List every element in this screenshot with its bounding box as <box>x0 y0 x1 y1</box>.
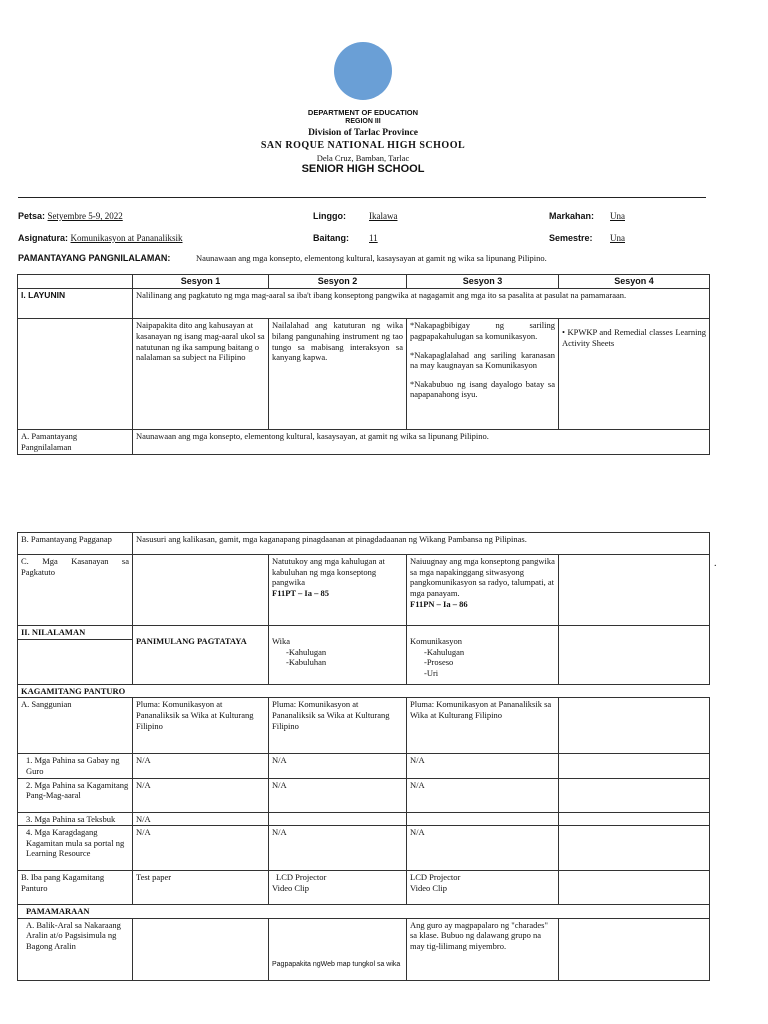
markahan-value <box>610 211 625 221</box>
kagamitang-mag-aaral-s2: N/A <box>269 778 407 812</box>
kagamitang-mag-aaral-s3: N/A <box>407 778 559 812</box>
gabay-guro-label: 1. Mga Pahina sa Gabay ng Guro <box>18 754 133 778</box>
teksbuk-row <box>18 812 710 826</box>
iba-pang-kagamitan-label: B. Iba pang Kagamitang Panturo <box>18 871 133 905</box>
semestre-value-text: Una <box>610 233 625 243</box>
stray-dot: . <box>714 558 717 569</box>
karagdagang-kagamitan-s2: N/A <box>269 826 407 871</box>
teksbuk-s4 <box>559 812 710 826</box>
petsa-field <box>18 211 123 221</box>
gabay-guro-s2: N/A <box>269 754 407 778</box>
level-title: SENIOR HIGH SCHOOL <box>301 163 425 175</box>
nilalaman-2-item: -Kabuluhan <box>286 657 327 668</box>
nilalaman-blank <box>18 639 133 684</box>
teksbuk-s1: N/A <box>133 812 269 826</box>
nilalaman-3-item: -Proseso <box>424 657 454 668</box>
linggo-value <box>369 211 397 221</box>
kasanayan-3-text: Naiuugnay ang mga konseptong pangwika sa mga napakinggang sitwasyong pangkomunikasyon sa radyo, talumpati, at mga panayam. <box>410 556 555 598</box>
gabay-guro-s1: N/A <box>133 754 269 778</box>
kagamitan-label: KAGAMITANG PANTURO <box>18 684 710 698</box>
objectives-blank <box>18 319 133 430</box>
markahan-value-text: Una <box>610 211 625 221</box>
kasanayan-sesyon-1 <box>133 555 269 626</box>
kasanayan-label: C. Mga Kasanayan sa Pagkatuto <box>18 555 133 626</box>
objective-sesyon-4: • KPWKP and Remedial classes Learning Activity Sheets <box>559 319 710 430</box>
kasanayan-sesyon-3 <box>407 555 559 626</box>
kagamitan-row <box>18 684 710 698</box>
sanggunian-sesyon-3: Pluma: Komunikasyon at Pananaliksik sa Wika at Kulturang Filipino <box>407 698 559 754</box>
asignatura-label: Asignatura: <box>18 233 69 243</box>
dept-name: DEPARTMENT OF EDUCATION <box>307 108 419 117</box>
layunin-text: Nalilinang ang pagkatuto ng mga mag-aaral sa iba't ibang konseptong pangwika at nagagamit ang mga ito sa pasalita at pasulat na pamamaraan. <box>133 289 710 319</box>
pamantayang-pangnilalaman-text: Naunawaan ang mga konsepto, elementong kultural, kasaysayan, at gamit ng wika sa lipunang Pilipino. <box>133 430 710 454</box>
pamamaraan-label: PAMAMARAAN <box>18 905 710 919</box>
asignatura-field <box>18 233 183 243</box>
nilalaman-3-item: -Uri <box>424 667 439 678</box>
kagamitang-mag-aaral-s1: N/A <box>133 778 269 812</box>
semestre-label: Semestre: <box>549 233 593 243</box>
linggo-label: Linggo: <box>313 211 346 221</box>
kagamitang-mag-aaral-s4 <box>559 778 710 812</box>
nilalaman-3-title: Komunikasyon <box>410 636 462 646</box>
karagdagang-kagamitan-s1: N/A <box>133 826 269 871</box>
baitang-label: Baitang: <box>313 233 349 243</box>
objective-sesyon-1: Naipapakita dito ang kahusayan at kasanayan ng isang mag-aaral ukol sa natutunan ng ika sampung baitang o nalalaman sa subject na Filipino <box>133 319 269 430</box>
semestre-value <box>610 233 625 243</box>
kasanayan-sesyon-2 <box>269 555 407 626</box>
sanggunian-label: A. Sanggunian <box>18 698 133 754</box>
balik-aral-label: A. Balik-Aral sa Nakaraang Aralin at/o Pagsisimula ng Bagong Aralin <box>18 918 133 980</box>
kagamitang-mag-aaral-label: 2. Mga Pahina sa Kagamitang Pang-Mag-aaral <box>18 778 133 812</box>
iba-pang-kagamitan-s2 <box>269 871 407 905</box>
petsa-label: Petsa: <box>18 211 46 221</box>
baitang-value <box>369 233 378 243</box>
objective-sesyon-3 <box>407 319 559 430</box>
header-blank <box>18 275 133 289</box>
iba-pang-kagamitan-s1: Test paper <box>133 871 269 905</box>
kasanayan-3-code: F11PN – Ia – 86 <box>410 598 468 609</box>
objective-sesyon-2: Nailalahad ang katuturan ng wika bilang pangunahing instrument ng tao tungo sa mabisang interaksyon sa kanyang kapwa. <box>269 319 407 430</box>
pamantayang-pagganap-row <box>18 533 710 555</box>
balik-aral-s1 <box>133 918 269 980</box>
objective-3a: *Nakapagbibigay ng sariling pagpapakahulugan sa komunikasyon. <box>410 320 555 341</box>
header-sesyon-2: Sesyon 2 <box>269 275 407 289</box>
pamantayan-label: PAMANTAYANG PANGNILALAMAN: <box>18 253 171 263</box>
objectives-row <box>18 319 710 430</box>
nilalaman-2-title: Wika <box>272 636 291 646</box>
kagamitang-mag-aaral-row <box>18 778 710 812</box>
nilalaman-sesyon-2 <box>269 626 407 685</box>
kasanayan-2-text: Natutukoy ang mga kahulugan at kabuluhan ng mga konseptong pangwika <box>272 556 385 588</box>
lesson-table-top <box>17 274 710 455</box>
balik-aral-s2-text: Pagpapakita ngWeb map tungkol sa wika <box>272 961 401 968</box>
nilalaman-sesyon-1: PANIMULANG PAGTATAYA <box>133 626 269 685</box>
session-header-row <box>18 275 710 289</box>
school-seal <box>334 42 392 100</box>
balik-aral-s4 <box>559 918 710 980</box>
kasanayan-row <box>18 555 710 626</box>
teksbuk-s3 <box>407 812 559 826</box>
header-sesyon-1: Sesyon 1 <box>133 275 269 289</box>
pamantayan-value: Naunawaan ang mga konsepto, elementong kultural, kasaysayan at gamit ng wika sa lipunang Pilipino. <box>196 253 547 263</box>
gabay-guro-row <box>18 754 710 778</box>
markahan-label: Markahan: <box>549 211 595 221</box>
asignatura-value: Komunikasyon at Pananaliksik <box>70 233 183 243</box>
sanggunian-sesyon-2: Pluma: Komunikasyon at Pananaliksik sa Wika at Kulturang Filipino <box>269 698 407 754</box>
objective-3b: *Nakapaglalahad ang sariling karanasan na may kaugnayan sa Komunikasyon <box>410 349 555 371</box>
karagdagang-kagamitan-label: 4. Mga Karagdagang Kagamitan mula sa portal ng Learning Resource <box>18 826 133 871</box>
nilalaman-sesyon-4 <box>559 626 710 685</box>
balik-aral-s2 <box>269 918 407 980</box>
karagdagang-kagamitan-s4 <box>559 826 710 871</box>
pamantayang-pangnilalaman-row <box>18 430 710 454</box>
kasanayan-2-code: F11PT – Ia – 85 <box>272 587 329 598</box>
sanggunian-sesyon-1: Pluma: Komunikasyon at Pananaliksik sa Wika at Kulturang Filipino <box>133 698 269 754</box>
layunin-label: I. LAYUNIN <box>18 289 133 319</box>
gabay-guro-s3: N/A <box>407 754 559 778</box>
balik-aral-row <box>18 918 710 980</box>
linggo-value-text: Ikalawa <box>369 211 398 221</box>
baitang-value-text: 11 <box>369 233 378 243</box>
balik-aral-s3: Ang guro ay magpapalaro ng "charades" sa klase. Bubuo ng dalawang grupo na may tig-lilimang miyembro. <box>407 918 559 980</box>
teksbuk-label: 3. Mga Pahina sa Teksbuk <box>18 812 133 826</box>
layunin-row <box>18 289 710 319</box>
objective-3c: *Nakabubuo ng isang dayalogo batay sa napapanahong isyu. <box>410 378 555 400</box>
school-name: SAN ROQUE NATIONAL HIGH SCHOOL <box>260 140 466 151</box>
lesson-table-bottom <box>17 532 710 981</box>
pamantayang-pagganap-label: B. Pamantayang Pagganap <box>18 533 133 555</box>
karagdagang-kagamitan-s3: N/A <box>407 826 559 871</box>
header-sesyon-4: Sesyon 4 <box>559 275 710 289</box>
pamamaraan-row <box>18 905 710 919</box>
nilalaman-header-row <box>18 626 710 640</box>
iba-pang-kagamitan-s3 <box>407 871 559 905</box>
division-name: Division of Tarlac Province <box>308 128 418 138</box>
iba-pang-s3-lcd: LCD Projector <box>410 872 461 883</box>
teksbuk-s2 <box>269 812 407 826</box>
iba-pang-kagamitan-row <box>18 871 710 905</box>
header-divider <box>18 197 706 198</box>
petsa-value: Setyembre 5-9, 2022 <box>47 211 123 221</box>
iba-pang-kagamitan-s4 <box>559 871 710 905</box>
nilalaman-3-item: -Kahulugan <box>424 646 465 657</box>
school-address: Dela Cruz, Bamban, Tarlac <box>316 153 410 163</box>
pamantayang-pangnilalaman-label: A. Pamantayang Pangnilalaman <box>18 430 133 454</box>
nilalaman-2-item: -Kahulugan <box>286 646 327 657</box>
pamantayang-pagganap-text: Nasusuri ang kalikasan, gamit, mga kaganapang pinagdaanan at pinagdadaanan ng Wikang Pambansa ng Pilipinas. <box>133 533 710 555</box>
nilalaman-sesyon-3 <box>407 626 559 685</box>
region-name: REGION III <box>345 118 381 125</box>
iba-pang-s3-video: Video Clip <box>410 882 448 893</box>
header-sesyon-3: Sesyon 3 <box>407 275 559 289</box>
sanggunian-sesyon-4 <box>559 698 710 754</box>
nilalaman-label: II. NILALAMAN <box>18 626 133 640</box>
kasanayan-sesyon-4 <box>559 555 710 626</box>
iba-pang-s2-video: Video Clip <box>272 882 310 893</box>
sanggunian-row <box>18 698 710 754</box>
gabay-guro-s4 <box>559 754 710 778</box>
karagdagang-kagamitan-row <box>18 826 710 871</box>
iba-pang-s2-lcd: LCD Projector <box>276 872 327 883</box>
